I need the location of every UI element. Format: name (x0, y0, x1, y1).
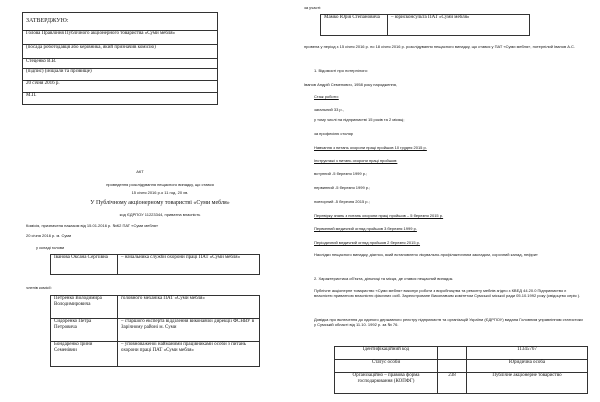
table-row (51, 296, 260, 319)
member-role: – старшого експерта відділення виконавчої дирекції ФСНВУ в Зарічному районі м. Суми (118, 319, 260, 342)
edrpou: код ЄДРПОУ 11223344, приватна власність (119, 212, 201, 217)
instructions-label: Інструктажі з питань охорони праці пройшов: (314, 158, 398, 163)
member-role: головного механіка ПАТ «Суми мебля» (118, 296, 260, 319)
approval-signer: Стеценко В.В. (23, 59, 218, 69)
commission: Комісія, призначена наказом від 15.01.2016 р. №К2 ПАТ «Суми мебля» (26, 223, 159, 228)
section-2-heading: 2. Характеристика об'єкта, дільниці та місця, де стався нещасний випадок. (314, 276, 454, 281)
table-cell: Юридична особа (467, 360, 588, 373)
chair-table (50, 254, 260, 275)
participation-label: за участі: (304, 5, 322, 10)
member-role: – уповноваженої найманими працівниками особи з питань охорони праці ПАТ «Суми мебля» (118, 342, 260, 367)
participant-table (320, 14, 530, 36)
company-info-table (334, 346, 588, 394)
knowledge-check: Перевірку знань з питань охорони праці пройшов – 5 березня 2015 р. (314, 213, 444, 218)
approval-position-hint: (посада роботодавця або керівника, який призначив комісію) (23, 45, 218, 59)
act-title: АКТ (136, 169, 144, 174)
participant-name: Мамко Юрія Степановича (321, 15, 388, 36)
table-cell: Ідентифікаційний код (335, 347, 438, 360)
act-when: 15 січня 2016 р.о 11 год. 20 хв. (131, 190, 189, 195)
participant-role: – юрисконсульта ПАТ «Суми мебля» (388, 15, 530, 36)
initial-medical: Первинний медичний огляд пройшов 3 березня 1999 р. (314, 226, 417, 231)
approval-box (22, 12, 218, 105)
instruction-primary: первинний -5 березня 1999 р.; (314, 185, 371, 190)
member-name: Бондаренко Ірини Семенівни (51, 342, 118, 367)
table-row (51, 342, 260, 367)
table-row (51, 319, 260, 342)
table-cell: Публічне акціонерне товариство (467, 373, 588, 394)
approval-header: ЗАТВЕРДЖУЮ: (23, 13, 218, 31)
tenure-label: Стаж роботи: (314, 94, 339, 99)
intro-text: провела у період з 15 січня 2016 р. по 18 січня 2016 р. розслідування нещасного випадку, що стався у ПАТ «Суми мебля», потерпілий Іванов А.С. (304, 44, 575, 49)
approval-signature-hint: (підпис) (ініціали та прізвище) (23, 69, 218, 81)
table-cell: Статус особи (335, 360, 438, 373)
chair-name: Іванова Оксана Сергіївна (51, 255, 118, 275)
approval-position: Голова Правління Публічного акціонерного товариства «Суми мебля» (23, 31, 218, 45)
tenure-company: у тому числі на підприємстві 15 років та 2 місяці; (314, 117, 405, 122)
approval-seal: М.П. (23, 93, 218, 105)
victim-name: Іванов Андрій Семенович, 1958 року народження, (304, 82, 398, 87)
periodic-medical: Періодичний медичний огляд пройшов 2 березня 2015 р. (314, 240, 421, 245)
instruction-intro: вступний -5 березня 1999 р.; (314, 171, 368, 176)
members-label: членів комісії: (26, 285, 52, 290)
act-subtitle: проведення розслідування нещасного випадку, що стався (106, 182, 214, 187)
member-name: Петренко Володимира Володимировича (51, 296, 118, 319)
tenure-total: загальний 33 р., (314, 107, 344, 112)
member-name: Сидоренко Петра Петровича (51, 319, 118, 342)
table-row (335, 360, 588, 373)
table-row (335, 347, 588, 360)
table-cell (438, 360, 467, 373)
training-line: Навчання з питань охорони праці пройшов 10 грудня 2015 р. (314, 145, 427, 150)
members-table (50, 295, 260, 367)
date-place: 20 січня 2016 р. м. Суми (26, 233, 72, 238)
company-name: У Публічному акціонерному товаристві «Суми мебля» (90, 200, 230, 206)
table-cell (438, 347, 467, 360)
table-row (335, 373, 588, 394)
composition-label: у складі голови (36, 245, 65, 250)
registry-info: Довідка про включення до єдиного державного реєстру підприємств та організацій України (ЄДРПОУ) видана Головним управлінням статистики у Сумській області від 11.10. 1992 р. за № 76. (314, 317, 583, 327)
section-1-heading: 1. Відомості про потерпілого: (314, 68, 368, 73)
approval-date: 20 січня 2016 р. (23, 81, 218, 93)
profession: за професією столяр (314, 131, 353, 136)
table-cell: 11345767 (467, 347, 588, 360)
company-description: Публічне акціонерне товариство «Суми мебля» виконує роботи з виробництва та ремонту меблів згідно з КВЕД 44.20.0 Підприємство є власністю приватною власністю фізичних осіб. Зареєстроване Виконавчим комітетом Сумської міської ради 05.10.1992 року (свідоцтво серія ). (314, 288, 581, 298)
table-row (51, 255, 260, 275)
instruction-repeat: повторний -5 березня 2015 р.; (314, 199, 370, 204)
chair-role: – начальника служби охорони праці ПАТ «Суми мебля» (118, 255, 260, 275)
consequences: Наслідки нещасного випадку, діагноз, який встановлено лікувально-профілактичним закладом, сорочний калад, нефрит (314, 252, 538, 257)
table-cell: Організаційно – правова форма господарювання (КОПФГ) (335, 373, 438, 394)
table-cell: 238 (438, 373, 467, 394)
table-row (321, 15, 530, 36)
